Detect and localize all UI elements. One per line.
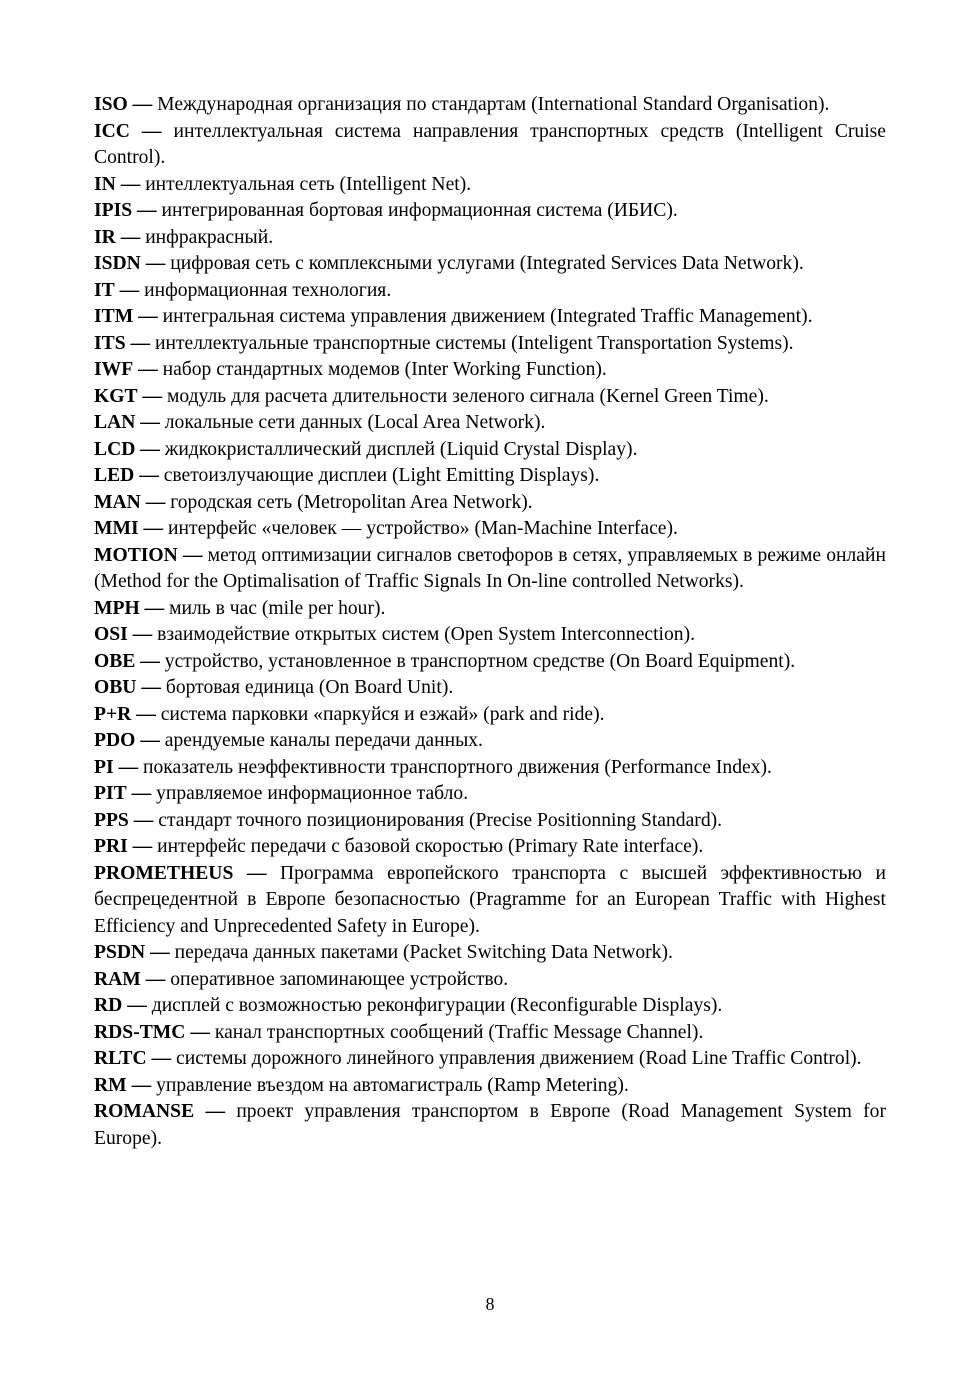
entry-term: MMI bbox=[94, 518, 139, 539]
entry-term: MPH bbox=[94, 597, 140, 619]
entry-definition: взаимодействие открытых систем (Open System Interconnection). bbox=[157, 624, 695, 645]
entry-term: PI bbox=[94, 756, 114, 778]
entry-dash: — bbox=[141, 120, 162, 142]
glossary-entry bbox=[94, 251, 886, 278]
entry-definition: городская сеть (Metropolitan Area Network). bbox=[170, 491, 533, 513]
entry-term: IN bbox=[94, 173, 116, 195]
entry-term: RLTC bbox=[94, 1048, 147, 1069]
entry-term: ROMANSE bbox=[94, 1101, 195, 1122]
entry-definition: цифровая сеть с комплексными услугами (Integrated Services Data Network). bbox=[170, 253, 804, 274]
entry-definition: миль в час (mile per hour). bbox=[169, 597, 386, 619]
glossary-entry bbox=[94, 834, 886, 861]
entry-dash: — bbox=[140, 650, 160, 672]
entry-definition: локальные сети данных (Local Area Network). bbox=[164, 412, 546, 433]
entry-definition: набор стандартных модемов (Inter Working Function). bbox=[162, 359, 607, 380]
entry-term: PRI bbox=[94, 836, 128, 857]
glossary-entry bbox=[94, 781, 886, 808]
entry-dash: — bbox=[138, 359, 158, 380]
entry-term: OBU bbox=[94, 677, 137, 698]
glossary-entry bbox=[94, 967, 886, 994]
entry-term: RM bbox=[94, 1074, 127, 1096]
entry-dash: — bbox=[142, 385, 163, 407]
entry-term: IPIS bbox=[94, 200, 133, 221]
entry-term: LCD bbox=[94, 438, 136, 460]
entry-dash: — bbox=[182, 544, 203, 566]
entry-term: ITS bbox=[94, 332, 126, 354]
entry-dash: — bbox=[140, 438, 160, 460]
glossary-entry bbox=[94, 225, 886, 252]
entry-term: RDS-TMC bbox=[94, 1021, 186, 1043]
entry-dash: — bbox=[141, 677, 161, 698]
glossary-entry bbox=[94, 808, 886, 835]
glossary-entry bbox=[94, 490, 886, 517]
glossary-entry bbox=[94, 516, 886, 543]
entry-dash: — bbox=[190, 1021, 210, 1043]
entry-dash: — bbox=[145, 253, 166, 274]
glossary-entry bbox=[94, 755, 886, 782]
glossary-entry bbox=[94, 675, 886, 702]
entry-definition: управляемое информационное табло. bbox=[156, 783, 469, 804]
entry-term: IWF bbox=[94, 359, 134, 380]
entry-dash: — bbox=[136, 703, 156, 725]
page-number: 8 bbox=[485, 1294, 495, 1314]
entry-definition: Программа европейского транспорта с высшей эффективностью и беспрецедентной в Европе безопасностью (Pragramme for an European Traffic with Highest Efficiency and Unprecedented Safety in Europe). bbox=[94, 862, 886, 937]
glossary-entry bbox=[94, 649, 886, 676]
entry-term: PIT bbox=[94, 783, 127, 804]
glossary-entry bbox=[94, 437, 886, 464]
entry-term: RD bbox=[94, 995, 123, 1016]
entry-dash: — bbox=[119, 279, 140, 301]
glossary-list bbox=[94, 92, 886, 1152]
entry-term: ISO bbox=[94, 94, 128, 115]
entry-dash: — bbox=[150, 942, 170, 963]
glossary-entry bbox=[94, 940, 886, 967]
entry-term: PSDN bbox=[94, 942, 146, 963]
glossary-entry bbox=[94, 463, 886, 490]
glossary-entry bbox=[94, 993, 886, 1020]
entry-definition: интеллектуальная сеть (Intelligent Net). bbox=[145, 173, 472, 195]
glossary-entry bbox=[94, 1046, 886, 1073]
entry-definition: интеллектуальная система направления транспортных средств (Intelligent Cruise Control). bbox=[94, 120, 886, 168]
entry-dash: — bbox=[118, 756, 139, 778]
entry-term: MOTION bbox=[94, 544, 178, 566]
entry-dash: — bbox=[132, 836, 153, 857]
entry-term: IR bbox=[94, 226, 116, 248]
glossary-entry bbox=[94, 92, 886, 119]
glossary-entry bbox=[94, 172, 886, 199]
entry-term: KGT bbox=[94, 385, 138, 407]
entry-definition: показатель неэффективности транспортного движения (Performance Index). bbox=[143, 756, 772, 778]
entry-dash: — bbox=[144, 597, 165, 619]
glossary-entry bbox=[94, 543, 886, 596]
glossary-entry bbox=[94, 384, 886, 411]
glossary-entry bbox=[94, 728, 886, 755]
glossary-entry bbox=[94, 357, 886, 384]
entry-dash: — bbox=[143, 518, 164, 539]
entry-dash: — bbox=[138, 306, 158, 327]
entry-dash: — bbox=[137, 200, 157, 221]
entry-dash: — bbox=[246, 862, 267, 884]
entry-definition: интерфейс «человек — устройство» (Man-Machine Interface). bbox=[168, 518, 678, 539]
entry-definition: инфракрасный. bbox=[145, 226, 274, 248]
entry-dash: — bbox=[120, 173, 141, 195]
entry-definition: информационная технология. bbox=[144, 279, 392, 301]
entry-definition: интерфейс передачи с базовой скоростью (Primary Rate interface). bbox=[157, 836, 704, 857]
entry-definition: интегрированная бортовая информационная система (ИБИС). bbox=[161, 200, 678, 221]
entry-term: MAN bbox=[94, 491, 141, 513]
entry-dash: — bbox=[127, 995, 147, 1016]
entry-dash: — bbox=[139, 465, 159, 486]
entry-term: LED bbox=[94, 465, 135, 486]
entry-definition: канал транспортных сообщений (Traffic Message Channel). bbox=[214, 1021, 704, 1043]
glossary-entry bbox=[94, 1073, 886, 1100]
glossary-entry bbox=[94, 622, 886, 649]
entry-term: PDO bbox=[94, 730, 136, 751]
glossary-entry bbox=[94, 1099, 886, 1152]
entry-term: ISDN bbox=[94, 253, 141, 274]
glossary-entry bbox=[94, 1020, 886, 1047]
entry-dash: — bbox=[145, 491, 166, 513]
entry-dash: — bbox=[205, 1101, 226, 1122]
entry-definition: светоизлучающие дисплеи (Light Emitting Displays). bbox=[163, 465, 600, 486]
entry-term: PPS bbox=[94, 809, 129, 831]
entry-dash: — bbox=[132, 624, 153, 645]
entry-definition: дисплей с возможностью реконфигурации (Reconfigurable Displays). bbox=[151, 995, 723, 1016]
entry-definition: система парковки «паркуйся и езжай» (park and ride). bbox=[160, 703, 605, 725]
entry-term: P+R bbox=[94, 703, 132, 725]
glossary-entry bbox=[94, 331, 886, 358]
entry-dash: — bbox=[130, 332, 151, 354]
entry-term: ICC bbox=[94, 120, 130, 142]
glossary-entry bbox=[94, 119, 886, 172]
entry-definition: оперативное запоминающее устройство. bbox=[170, 968, 509, 990]
entry-dash: — bbox=[131, 1074, 152, 1096]
entry-dash: — bbox=[120, 226, 141, 248]
glossary-entry bbox=[94, 410, 886, 437]
entry-definition: Международная организация по стандартам (International Standard Organisation). bbox=[157, 94, 830, 115]
entry-definition: жидкокристаллический дисплей (Liquid Crystal Display). bbox=[164, 438, 638, 460]
entry-term: OBE bbox=[94, 650, 136, 672]
entry-dash: — bbox=[140, 412, 160, 433]
entry-definition: интеллектуальные транспортные системы (Inteligent Transportation Systems). bbox=[155, 332, 794, 354]
glossary-entry bbox=[94, 596, 886, 623]
glossary-entry bbox=[94, 198, 886, 225]
entry-definition: арендуемые каналы передачи данных. bbox=[164, 730, 483, 751]
entry-definition: модуль для расчета длительности зеленого сигнала (Kernel Green Time). bbox=[166, 385, 769, 407]
glossary-entry bbox=[94, 861, 886, 941]
entry-definition: управление въездом на автомагистраль (Ramp Metering). bbox=[156, 1074, 629, 1096]
glossary-entry bbox=[94, 278, 886, 305]
entry-definition: метод оптимизации сигналов светофоров в сетях, управляемых в режиме онлайн (Method for the Optimalisation of Traffic Signals In On-line controlled Networks). bbox=[94, 544, 886, 592]
entry-term: RAM bbox=[94, 968, 141, 990]
entry-dash: — bbox=[151, 1048, 172, 1069]
entry-dash: — bbox=[132, 94, 153, 115]
entry-term: LAN bbox=[94, 412, 136, 433]
entry-term: PROMETHEUS bbox=[94, 862, 234, 884]
entry-term: OSI bbox=[94, 624, 128, 645]
entry-term: IT bbox=[94, 279, 115, 301]
entry-definition: стандарт точного позиционирования (Precise Positionning Standard). bbox=[158, 809, 723, 831]
entry-definition: проект управления транспортом в Европе (Road Management System for Europe). bbox=[94, 1101, 886, 1149]
entry-definition: бортовая единица (On Board Unit). bbox=[165, 677, 454, 698]
entry-dash: — bbox=[140, 730, 160, 751]
entry-dash: — bbox=[145, 968, 166, 990]
entry-term: ITM bbox=[94, 306, 134, 327]
glossary-entry bbox=[94, 304, 886, 331]
entry-definition: системы дорожного линейного управления движением (Road Line Traffic Control). bbox=[176, 1048, 862, 1069]
glossary-entry bbox=[94, 702, 886, 729]
entry-definition: устройство, установленное в транспортном средстве (On Board Equipment). bbox=[164, 650, 796, 672]
entry-definition: передача данных пакетами (Packet Switching Data Network). bbox=[174, 942, 673, 963]
entry-dash: — bbox=[131, 783, 152, 804]
entry-definition: интегральная система управления движением (Integrated Traffic Management). bbox=[162, 306, 813, 327]
entry-dash: — bbox=[133, 809, 154, 831]
